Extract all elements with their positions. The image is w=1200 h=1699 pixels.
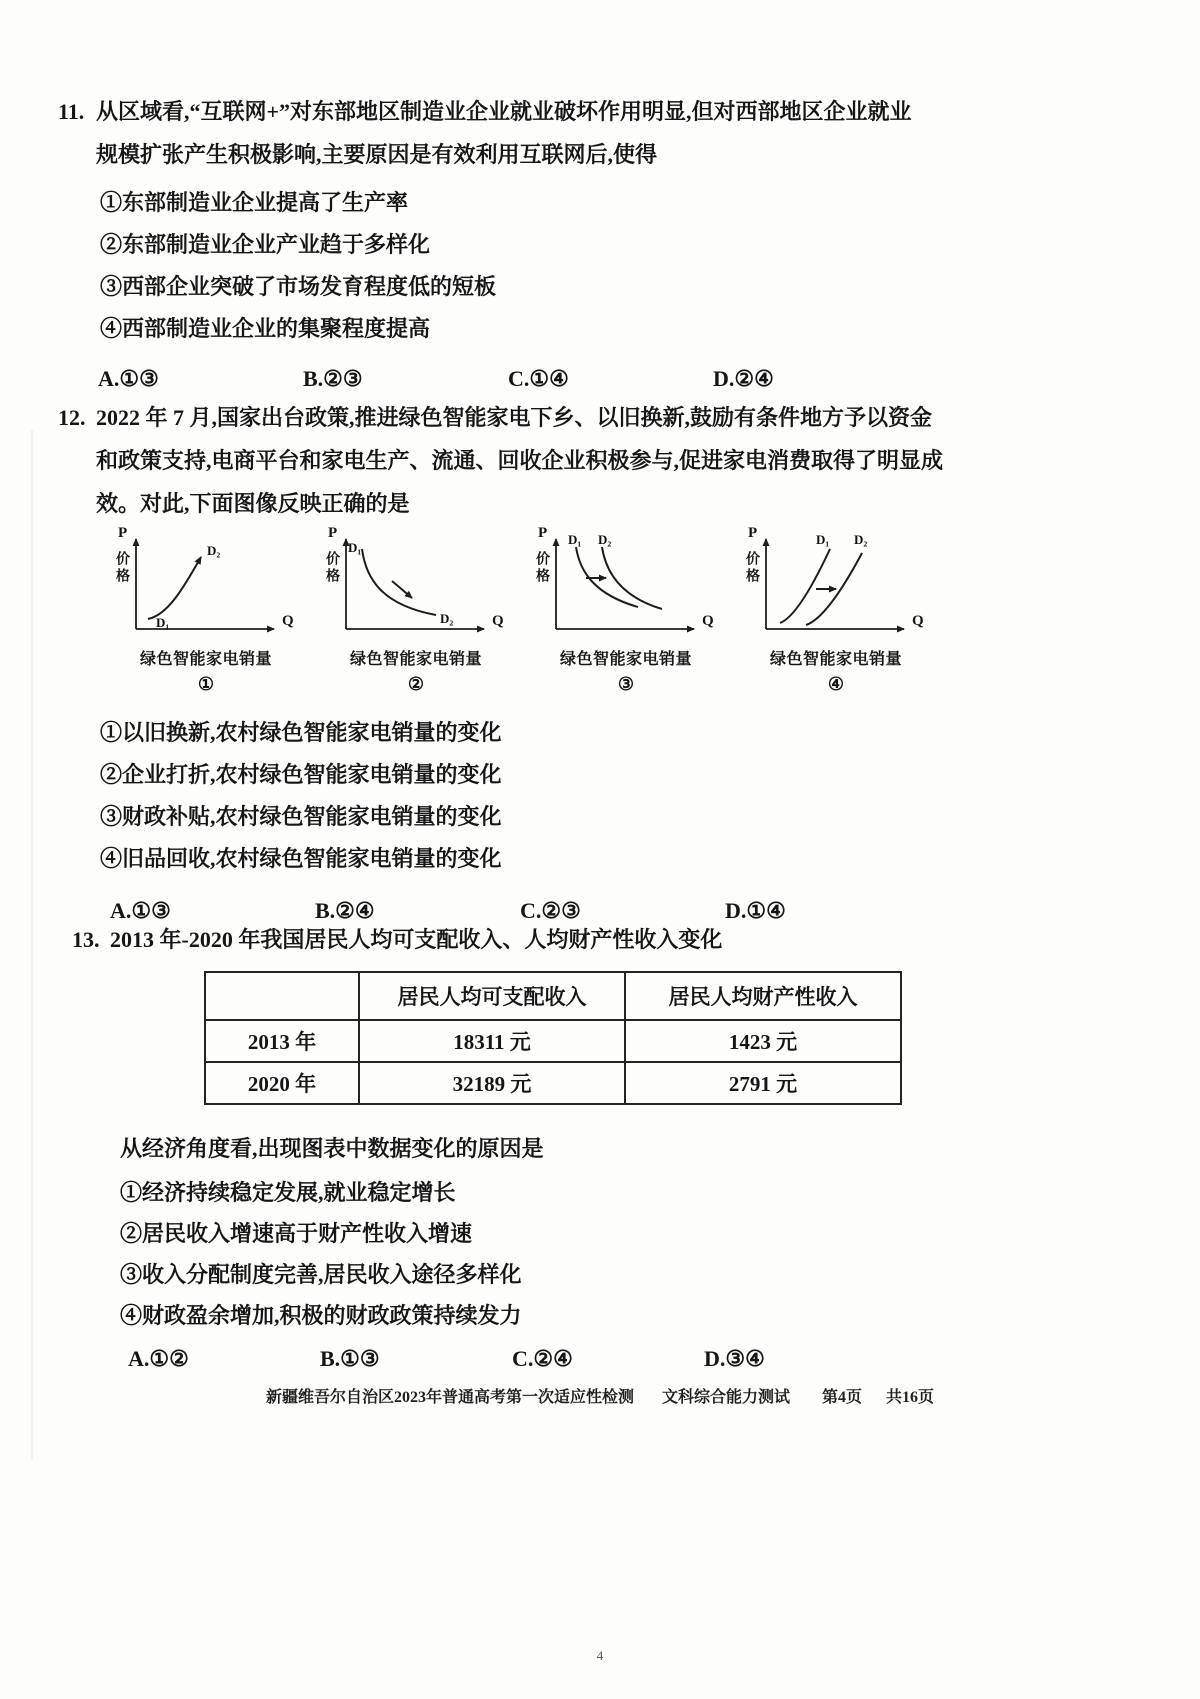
question-12-stem (58, 396, 1138, 525)
option-d: D.①④ (725, 898, 786, 923)
stem-text: 2022 年 7 月,国家出台政策,推进绿色智能家电下乡、以旧换新,鼓励有条件地方予以资金 (96, 405, 933, 430)
table-header-disposable-income: 居民人均可支配收入 (359, 972, 625, 1020)
cell-disposable-2020: 32189 元 (359, 1062, 625, 1104)
income-table (204, 971, 902, 1105)
curve-d2-label: D₂ (440, 611, 454, 626)
option-b: B.②③ (303, 366, 363, 391)
stem-line (58, 90, 1088, 133)
y-axis-label-price: 价格 (744, 551, 759, 585)
cell-property-2020: 2791 元 (625, 1062, 901, 1104)
option-a: A.①③ (110, 898, 171, 923)
option-d: D.③④ (704, 1346, 765, 1371)
y-axis-label-price: 价格 (324, 551, 339, 585)
question-13-item-4: ④财政盈余增加,积极的财政政策持续发力 (120, 1303, 522, 1328)
question-13-item-3: ③收入分配制度完善,居民收入途径多样化 (120, 1262, 522, 1287)
demand-curve-plot (526, 525, 726, 646)
table-header-row (205, 972, 901, 1020)
demand-graph-1 (106, 525, 306, 696)
demand-graphs-row (106, 525, 1138, 696)
question-11 (58, 90, 1088, 400)
question-11-item-1: ①东部制造业企业提高了生产率 (100, 190, 409, 215)
question-11-item-3: ③西部企业突破了市场发育程度低的短板 (100, 274, 497, 299)
question-11-number: 11. (58, 99, 85, 124)
demand-curve-chart (736, 531, 936, 646)
cell-property-2013: 1423 元 (625, 1020, 901, 1062)
question-13-item-1: ①经济持续稳定发展,就业稳定增长 (120, 1180, 456, 1205)
stem-text: 效。对此,下面图像反映正确的是 (96, 491, 410, 516)
table-corner-cell (205, 972, 359, 1020)
question-13-options (128, 1338, 1102, 1380)
curve-d2-label: D₂ (598, 532, 612, 547)
question-12 (58, 396, 1138, 932)
cell-year-2020: 2020 年 (205, 1062, 359, 1104)
question-12-item-3: ③财政补贴,农村绿色智能家电销量的变化 (100, 804, 502, 829)
question-12-item-1: ①以旧换新,农村绿色智能家电销量的变化 (100, 720, 502, 745)
graph-number-tag: ③ (617, 674, 635, 694)
y-axis-label-p: P (118, 525, 128, 541)
demand-graph-4 (736, 525, 936, 696)
question-12-number: 12. (58, 405, 86, 430)
footer-subject: 文科综合能力测试 (661, 1389, 790, 1406)
graph-caption: 绿色智能家电销量 (139, 651, 272, 668)
question-13-items (120, 1172, 1102, 1336)
graph-number-tag: ② (407, 674, 425, 694)
graph-number-tag: ① (197, 674, 215, 694)
curve-d1-label: D₁ (348, 540, 362, 555)
stem-text: 和政策支持,电商平台和家电生产、流通、回收企业积极参与,促进家电消费取得了明显成 (96, 448, 944, 473)
footer-total-pages: 共16页 (886, 1389, 935, 1406)
question-12-item-4: ④旧品回收,农村绿色智能家电销量的变化 (100, 846, 502, 871)
option-b: B.①③ (320, 1346, 380, 1371)
option-b: B.②④ (315, 898, 375, 923)
y-axis-label-p: P (328, 525, 338, 541)
demand-curve-plot (106, 525, 306, 646)
graph-caption: 绿色智能家电销量 (559, 651, 692, 668)
curve-d1-label: D₁ (568, 532, 582, 547)
scan-artifact-line (31, 430, 33, 1460)
question-13-item-2: ②居民收入增速高于财产性收入增速 (120, 1221, 473, 1246)
x-axis-label-q: Q (492, 613, 504, 629)
demand-curve-chart (316, 531, 516, 646)
option-c: C.②③ (520, 898, 581, 923)
question-11-items (100, 182, 1088, 350)
cell-year-2013: 2013 年 (205, 1020, 359, 1062)
question-11-item-2: ②东部制造业企业产业趋于多样化 (100, 232, 431, 257)
demand-graph-2 (316, 525, 516, 696)
x-axis-label-q: Q (912, 613, 924, 629)
y-axis-label-price: 价格 (534, 551, 549, 585)
question-13-number: 13. (72, 927, 100, 952)
stem-text: 规模扩张产生积极影响,主要原因是有效利用互联网后,使得 (96, 142, 658, 167)
question-13 (72, 918, 1102, 1380)
x-axis-label-q: Q (702, 613, 714, 629)
stem-line (72, 918, 1102, 961)
footer-exam-name: 新疆维吾尔自治区2023年普通高考第一次适应性检测 (265, 1389, 634, 1406)
curve-d1-label: D₁ (156, 615, 170, 630)
question-12-items (100, 712, 1138, 880)
stem-line (58, 396, 1138, 439)
y-axis-label-p: P (748, 525, 758, 541)
demand-graph-3 (526, 525, 726, 696)
stem-text: 2013 年-2020 年我国居民人均可支配收入、人均财产性收入变化 (110, 927, 723, 952)
question-11-options (98, 358, 1088, 400)
question-13-lead: 从经济角度看,出现图表中数据变化的原因是 (120, 1136, 544, 1161)
option-c: C.②④ (512, 1346, 573, 1371)
table-header-property-income: 居民人均财产性收入 (625, 972, 901, 1020)
cell-disposable-2013: 18311 元 (359, 1020, 625, 1062)
graph-caption: 绿色智能家电销量 (769, 651, 902, 668)
question-13-stem (72, 918, 1102, 961)
graph-number-tag: ④ (827, 674, 845, 694)
demand-curve-plot (736, 525, 936, 646)
x-axis-label-q: Q (282, 613, 294, 629)
bottom-page-number: 4 (596, 1648, 604, 1663)
page-footer (0, 1384, 1200, 1407)
footer-page-number: 第4页 (822, 1389, 863, 1406)
curve-d2-label: D₂ (854, 532, 868, 547)
y-axis-label-p: P (538, 525, 548, 541)
question-11-item-4: ④西部制造业企业的集聚程度提高 (100, 316, 431, 341)
curve-d2-label: D₂ (207, 543, 221, 558)
curve-d1-label: D₁ (816, 532, 830, 547)
option-a: A.①② (128, 1346, 189, 1371)
demand-curve-plot (316, 525, 516, 646)
table-row-2020 (205, 1062, 901, 1104)
y-axis-label-price: 价格 (114, 551, 129, 585)
option-d: D.②④ (713, 366, 774, 391)
option-c: C.①④ (508, 366, 569, 391)
demand-curve-chart (106, 531, 306, 646)
graph-caption: 绿色智能家电销量 (349, 651, 482, 668)
question-11-stem (58, 90, 1088, 176)
option-a: A.①③ (98, 366, 159, 391)
question-12-item-2: ②企业打折,农村绿色智能家电销量的变化 (100, 762, 502, 787)
stem-text: 从区域看,“互联网+”对东部地区制造业企业就业破坏作用明显,但对西部地区企业就业 (96, 99, 912, 124)
demand-curve-chart (526, 531, 726, 646)
table-row-2013 (205, 1020, 901, 1062)
